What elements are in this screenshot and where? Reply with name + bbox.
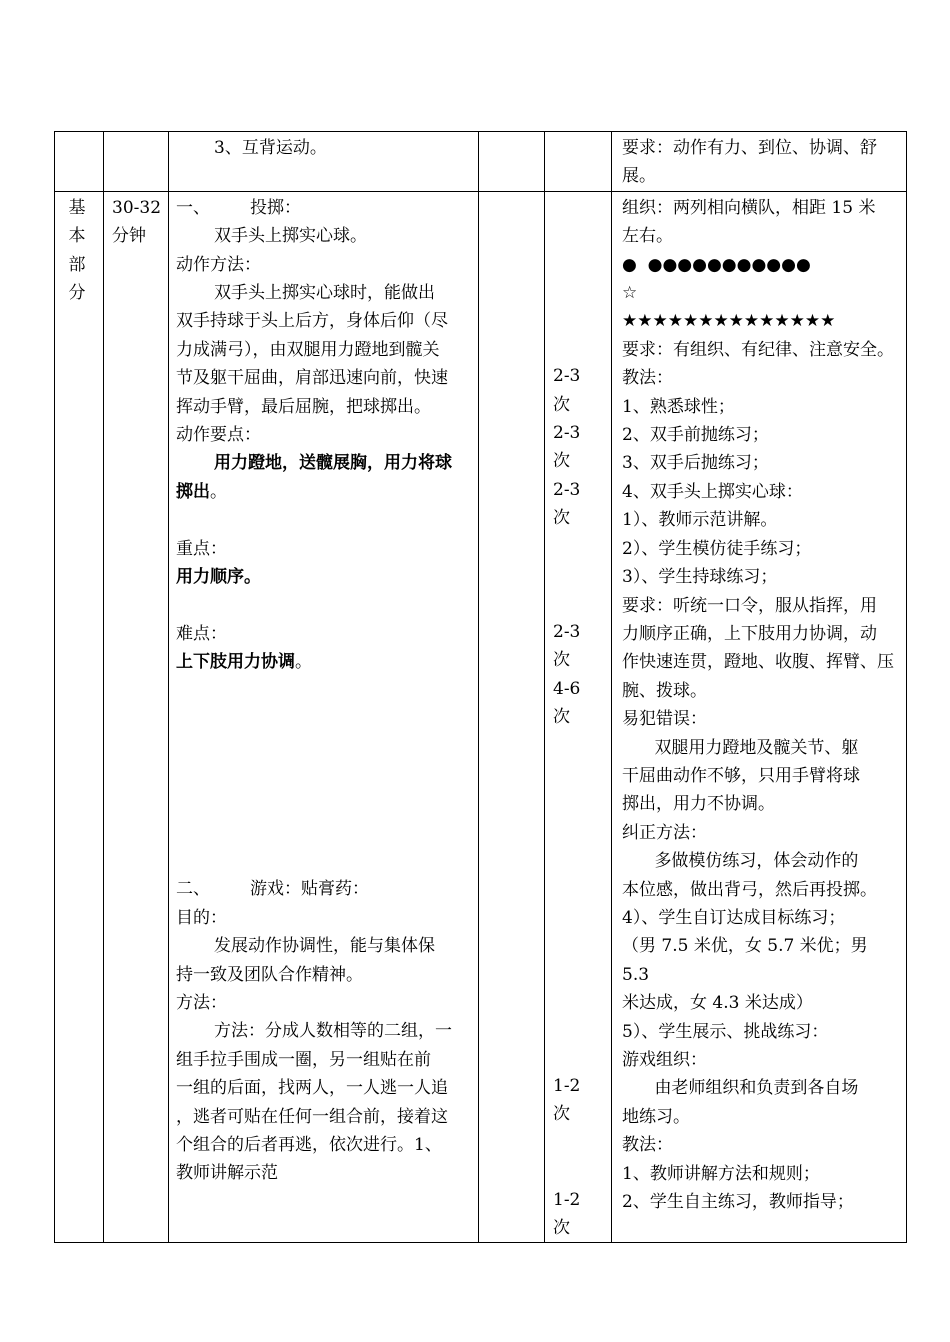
organization-list (612, 192, 906, 1217)
focus-label: 重点： (176, 538, 227, 559)
count-unit: 次 (553, 706, 570, 727)
organization-line: ● ●●●●●●●●●●● (622, 254, 811, 275)
organization-line: 教法： (622, 1135, 673, 1156)
difficulty-value: 上下肢用力协调。 (176, 652, 312, 673)
count-value: 2-3 (553, 479, 581, 500)
organization-line: 易犯错误： (622, 709, 707, 730)
count-unit: 次 (553, 650, 570, 671)
organization-line: 多做模仿练习，体会动作的 (622, 851, 859, 872)
organization-line: 本位感，做出背弓，然后再投掷。 (622, 879, 877, 900)
organization-line: 组织：两列相向横队，相距 15 米 (622, 197, 876, 218)
part-char: 分 (68, 283, 86, 304)
keypoint-line: 掷出。 (176, 481, 227, 502)
organization-line: 米达成，女 4.3 米达成） (622, 993, 813, 1014)
organization-line: 由老师组织和负责到各自场 (622, 1078, 859, 1099)
organization-line: 作快速连贯，蹬地、收腹、挥臂、压 (622, 652, 894, 673)
content-cell (169, 132, 479, 192)
difficulty-label: 难点： (176, 623, 227, 644)
organization-line: ★★★★★★★★★★★★★★ (622, 311, 836, 332)
count-unit: 次 (553, 394, 570, 415)
organization-line: 1、教师讲解方法和规则； (622, 1163, 820, 1184)
section-number: 一、 (176, 197, 210, 218)
count-cell (545, 191, 612, 1243)
table-row (55, 132, 907, 192)
content-line: 双手头上掷实心球。 (214, 226, 367, 247)
requirement-line: 展。 (622, 166, 656, 187)
organization-line: 纠正方法： (622, 822, 707, 843)
requirement-line: 要求：动作有力、到位、协调、舒 (622, 138, 877, 158)
organization-cell (612, 132, 907, 192)
organization-line: 力顺序正确，上下肢用力协调，动 (622, 623, 877, 644)
organization-line: 3）、学生持球练习； (622, 567, 778, 588)
content-line: 双手持球于头上后方，身体后仰（尽 (176, 311, 448, 332)
organization-line: 腕、拨球。 (622, 680, 707, 701)
organization-line: 4）、学生自订达成目标练习； (622, 907, 846, 928)
time-cell (104, 132, 169, 192)
count-unit: 次 (553, 508, 570, 529)
content-line: 发展动作协调性，能与集体保 (214, 936, 435, 957)
content-line: 组手拉手围成一圈，另一组贴在前 (176, 1049, 431, 1070)
organization-line: 3、双手后抛练习； (622, 453, 769, 474)
organization-line: 地练习。 (622, 1106, 690, 1127)
content-line: ，逃者可贴在任何一组合前，接着这 (176, 1106, 448, 1127)
section-title: 投掷： (250, 197, 301, 218)
organization-line: 掷出，用力不协调。 (622, 794, 775, 815)
focus-value: 用力顺序。 (176, 567, 261, 588)
section-number: 二、 (176, 879, 210, 900)
count-value: 2-3 (553, 621, 581, 642)
content-line: 挥动手臂，最后屈腕，把球掷出。 (176, 396, 431, 417)
count-unit: 次 (553, 451, 570, 472)
part-cell (55, 132, 104, 192)
organization-line: 要求：听统一口令，服从指挥，用 (622, 595, 877, 616)
content-line: 节及躯干屈曲，肩部迅速向前，快速 (176, 368, 448, 389)
organization-line: 教法： (622, 368, 673, 389)
blank-cell (479, 191, 545, 1243)
organization-line: 左右。 (622, 226, 673, 247)
organization-line: 要求：有组织、有纪律、注意安全。 (622, 339, 894, 360)
time-value: 30-32 (112, 197, 162, 218)
count-unit: 次 (553, 1218, 570, 1239)
part-char: 基 (68, 197, 86, 218)
content-line: 3、互背运动。 (214, 138, 327, 158)
time-unit: 分钟 (112, 226, 146, 247)
content-line: 一组的后面，找两人，一人逃一人追 (176, 1078, 448, 1099)
organization-line: 4、双手头上掷实心球： (622, 481, 803, 502)
organization-line: 1）、教师示范讲解。 (622, 510, 778, 531)
lesson-plan-table (54, 131, 907, 1243)
count-value: 1-2 (553, 1189, 581, 1210)
content-cell (169, 191, 479, 1243)
table-row (55, 191, 907, 1243)
count-value: 4-6 (553, 678, 581, 699)
game-method-label: 方法： (176, 993, 227, 1014)
time-cell (104, 191, 169, 1243)
organization-line: 1、熟悉球性； (622, 396, 735, 417)
part-char: 本 (68, 226, 86, 247)
keypoint-label: 动作要点： (176, 425, 261, 446)
count-unit: 次 (553, 1104, 570, 1125)
organization-line: 干屈曲动作不够，只用手臂将球 (622, 765, 860, 786)
section-title: 游戏：贴膏药： (250, 879, 369, 900)
organization-line: 2）、学生模仿徒手练习； (622, 538, 812, 559)
organization-line: 5）、学生展示、挑战练习： (622, 1021, 829, 1042)
count-value: 2-3 (553, 366, 581, 387)
keypoint-line: 用力蹬地，送髋展胸，用力将球 (214, 453, 452, 474)
content-line: 方法：分成人数相等的二组，一 (214, 1021, 452, 1042)
organization-cell (612, 191, 907, 1243)
content-line: 教师讲解示范 (176, 1163, 278, 1184)
content-line: 持一致及团队合作精神。 (176, 964, 363, 985)
method-label: 动作方法： (176, 254, 261, 275)
count-cell (545, 132, 612, 192)
organization-line: 游戏组织： (622, 1050, 707, 1070)
content-line: 个组合的后者再逃，依次进行。1、 (176, 1135, 442, 1156)
count-value: 1-2 (553, 1076, 581, 1097)
part-cell (55, 191, 104, 1243)
organization-line: 2、双手前抛练习； (622, 425, 769, 446)
content-line: 力成满弓），由双腿用力蹬地到髋关 (176, 339, 440, 360)
organization-line: 双腿用力蹬地及髋关节、躯 (622, 737, 859, 758)
section-heading (176, 194, 472, 222)
organization-line: （男 7.5 米优，女 5.7 米优；男 5.3 (622, 936, 874, 985)
content-line: 双手头上掷实心球时，能做出 (214, 283, 435, 304)
blank-cell (479, 132, 545, 192)
organization-line: ☆ (622, 283, 638, 304)
organization-line: 2、学生自主练习，教师指导； (622, 1192, 854, 1213)
part-char: 部 (68, 254, 86, 275)
purpose-label: 目的： (176, 907, 227, 928)
count-value: 2-3 (553, 422, 581, 443)
section-heading (176, 875, 472, 903)
